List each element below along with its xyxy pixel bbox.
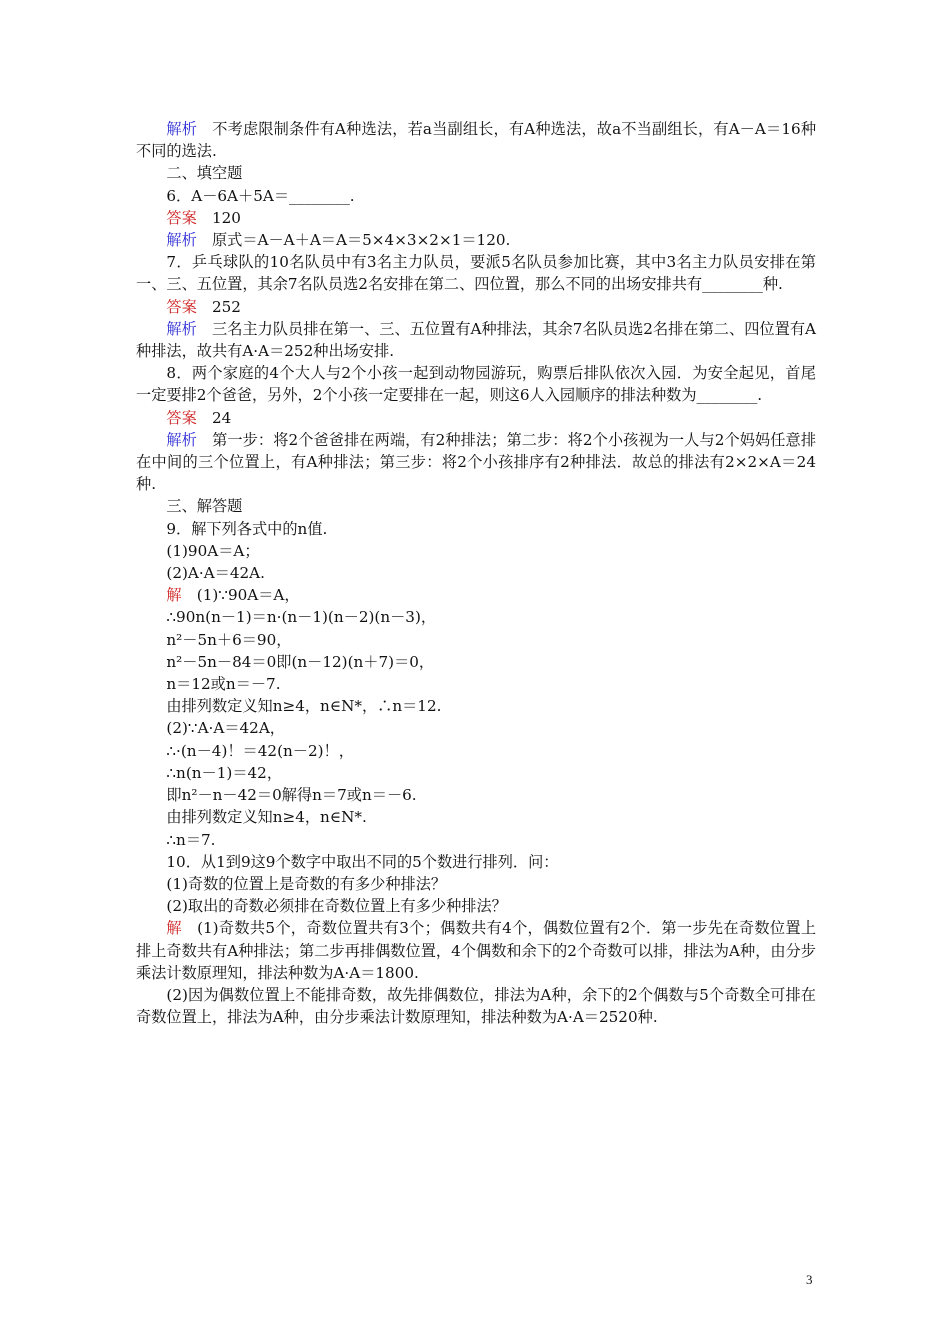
solution: 解 (1)奇数共5个，奇数位置共有3个；偶数共有4个，偶数位置有2个．第一步先在奇数位置上排上奇数共有A种排法；第二步再排偶数位置，4个偶数和余下的2个奇数可以排，排法为A种，由分步乘法计数原理知，排法种数为A·A＝1800. — [136, 919, 817, 982]
section-heading: 二、填空题 — [166, 164, 243, 183]
analysis: 解析 原式＝A－A＋A＝A＝5×4×3×2×1＝120. — [166, 231, 511, 250]
document-body — [136, 118, 816, 1028]
answer: 答案 252 — [166, 297, 241, 316]
jiexi-label: 解析 — [166, 430, 197, 449]
question-8: 8．两个家庭的4个大人与2个小孩一起到动物园游玩，购票后排队依次入园．为安全起见，首尾一定要排2个爸爸，另外，2个小孩一定要排在一起，则这6人入园顺序的排法种数为________. — [136, 364, 816, 405]
math-line: (2)∵A·A＝42A， — [166, 719, 285, 738]
solution: 解 (1)∵90A＝A， — [166, 586, 300, 605]
page-number: 3 — [806, 1272, 813, 1287]
math-line: (1)90A＝A； — [166, 541, 260, 560]
math-line: 由排列数定义知n≥4，n∈N*. — [166, 808, 367, 827]
solution-label: 解 — [166, 919, 182, 938]
math-line: ∴n(n－1)＝42， — [166, 763, 283, 782]
solution-part-2: (2)因为偶数位置上不能排奇数，故先排偶数位，排法为A种，余下的2个偶数与5个奇数全可排在奇数位置上，排法为A种，由分步乘法计数原理知，排法种数为A·A＝2520种. — [136, 985, 816, 1027]
answer: 答案 24 — [166, 408, 232, 427]
math-line: n＝12或n＝－7. — [166, 675, 281, 694]
jiexi-label: 解析 — [166, 319, 197, 338]
answer: 答案 120 — [166, 208, 241, 227]
answer-label: 答案 — [166, 297, 197, 316]
question-6: 6．A－6A＋5A＝________. — [166, 186, 355, 205]
question-7: 7．乒乓球队的10名队员中有3名主力队员，要派5名队员参加比赛，其中3名主力队员安排在第一、三、五位置，其余7名队员选2名安排在第二、四位置，那么不同的出场安排共有________种. — [136, 253, 816, 294]
jiexi-label: 解析 — [166, 231, 197, 250]
analysis: 解析 三名主力队员排在第一、三、五位置有A种排法，其余7名队员选2名排在第二、四位置有A种排法，故共有A·A＝252种出场安排. — [136, 319, 817, 361]
math-line: ∴n＝7. — [166, 830, 216, 849]
section-heading: 三、解答题 — [166, 497, 243, 516]
math-line: n²－5n＋6＝90， — [166, 630, 292, 649]
math-line: (2)取出的奇数必须排在奇数位置上有多少种排法？ — [166, 897, 507, 916]
math-line: ∴90n(n－1)＝n·(n－1)(n－2)(n－3)， — [166, 608, 437, 627]
solution-label: 解 — [166, 586, 182, 605]
paragraph: 解析 不考虑限制条件有A种选法，若a当副组长，有A种选法，故a不当副组长，有A－A＝16种不同的选法. — [136, 120, 817, 161]
math-line: n²－5n－84＝0即(n－12)(n＋7)＝0， — [166, 652, 435, 671]
question-9: 9．解下列各式中的n值. — [166, 519, 328, 538]
answer-label: 答案 — [166, 208, 197, 227]
answer-label: 答案 — [166, 408, 197, 427]
math-line: (1)奇数的位置上是奇数的有多少种排法？ — [166, 874, 447, 893]
analysis: 解析 第一步：将2个爸爸排在两端，有2种排法；第二步：将2个小孩视为一人与2个妈妈任意排在中间的三个位置上，有A种排法；第三步：将2个小孩排序有2种排法．故总的排法有2×2×A＝24种. — [136, 430, 817, 494]
math-line: (2)A·A＝42A. — [166, 564, 265, 583]
question-10: 10．从1到9这9个数字中取出不同的5个数进行排列．问： — [166, 852, 559, 871]
math-line: 即n²－n－42＝0解得n＝7或n＝－6. — [166, 786, 417, 805]
math-line: ∴·(n－4)！＝42(n－2)！， — [166, 741, 354, 760]
math-line: 由排列数定义知n≥4，n∈N*，∴n＝12. — [166, 697, 442, 716]
jiexi-label: 解析 — [166, 120, 198, 138]
